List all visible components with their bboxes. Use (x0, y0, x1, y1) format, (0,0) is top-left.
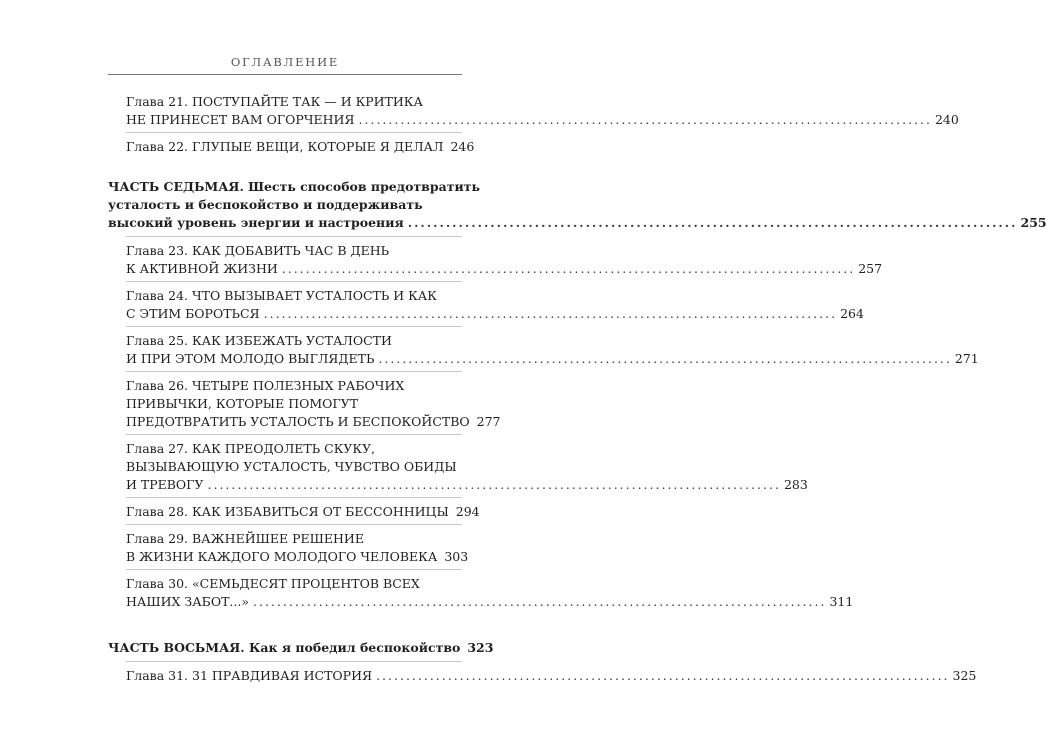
toc-entry-line: Глава 29. ВАЖНЕЙШЕЕ РЕШЕНИЕ (126, 531, 364, 546)
toc-entry-ch31[interactable] (108, 667, 977, 685)
toc-entry-line: Глава 26. ЧЕТЫРЕ ПОЛЕЗНЫХ РАБОЧИХ (126, 378, 405, 393)
toc-entry-line: И ТРЕВОГУ (126, 477, 204, 492)
table-of-contents (108, 93, 1047, 685)
part-title-line: усталость и беспокойство и поддерживать (108, 197, 423, 212)
part-title-line: высокий уровень энергии и настроения (108, 215, 404, 230)
page-number: 271 (954, 351, 979, 366)
part-title-line: ЧАСТЬ СЕДЬМАЯ. Шесть способов предотвратить (108, 179, 480, 194)
page-number: 311 (829, 594, 854, 609)
entry-divider (126, 371, 462, 372)
toc-entry-line: И ПРИ ЭТОМ МОЛОДО ВЫГЛЯДЕТЬ (126, 351, 375, 366)
toc-entry-line: Глава 21. ПОСТУПАЙТЕ ТАК — И КРИТИКА (126, 94, 423, 109)
toc-entry-ch25[interactable] (108, 332, 979, 368)
entry-divider (126, 524, 462, 525)
toc-entry-ch28[interactable] (108, 503, 480, 521)
entry-divider (126, 326, 462, 327)
entry-divider (126, 132, 462, 133)
header-divider (108, 74, 462, 75)
part-divider (126, 236, 462, 237)
entry-divider (126, 569, 462, 570)
page-number: 283 (783, 477, 808, 492)
toc-entry-line: НЕ ПРИНЕСЕТ ВАМ ОГОРЧЕНИЯ (126, 112, 355, 127)
toc-entry-line: НАШИХ ЗАБОТ...» (126, 594, 249, 609)
toc-entry-line: ВЫЗЫВАЮЩУЮ УСТАЛОСТЬ, ЧУВСТВО ОБИДЫ (126, 459, 457, 474)
toc-entry-line: К АКТИВНОЙ ЖИЗНИ (126, 261, 278, 276)
toc-entry-line: Глава 23. КАК ДОБАВИТЬ ЧАС В ДЕНЬ (126, 243, 390, 258)
page-number: 255 (1020, 215, 1047, 230)
dot-leader: ................................................................................................ (263, 306, 838, 321)
toc-part-7[interactable] (108, 178, 1047, 232)
toc-entry-line: Глава 27. КАК ПРЕОДОЛЕТЬ СКУКУ, (126, 441, 376, 456)
toc-entry-ch22[interactable] (108, 138, 475, 156)
page-number: 277 (476, 414, 501, 429)
toc-entry-line: В ЖИЗНИ КАЖДОГО МОЛОДОГО ЧЕЛОВЕКА (126, 549, 438, 564)
entry-divider (126, 497, 462, 498)
toc-entry-line: Глава 25. КАК ИЗБЕЖАТЬ УСТАЛОСТИ (126, 333, 392, 348)
toc-part-8[interactable] (108, 639, 494, 657)
page-number: 257 (858, 261, 883, 276)
toc-entry-ch24[interactable] (108, 287, 864, 323)
toc-entry-ch29[interactable] (108, 530, 469, 566)
toc-entry-line: С ЭТИМ БОРОТЬСЯ (126, 306, 260, 321)
dot-leader: ................................................................................................ (281, 261, 856, 276)
page-number: 323 (467, 640, 494, 655)
page-number: 325 (952, 668, 977, 683)
entry-divider (126, 281, 462, 282)
page-number: 264 (840, 306, 864, 321)
toc-entry-ch23[interactable] (108, 242, 883, 278)
page-number: 294 (455, 504, 480, 519)
page-number: 246 (450, 139, 475, 154)
page-number: 303 (444, 549, 469, 564)
toc-entry-line: Глава 30. «СЕМЬДЕСЯТ ПРОЦЕНТОВ ВСЕХ (126, 576, 420, 591)
running-title: ОГЛАВЛЕНИЕ (230, 55, 340, 69)
toc-entry-ch21[interactable] (108, 93, 959, 129)
page-number: 240 (934, 112, 959, 127)
dot-leader: ................................................................................................ (207, 477, 781, 492)
entry-divider (126, 434, 462, 435)
dot-leader: ................................................................................................ (253, 594, 827, 609)
toc-entry-line: Глава 22. ГЛУПЫЕ ВЕЩИ, КОТОРЫЕ Я ДЕЛАЛ (126, 139, 444, 154)
toc-entry-ch27[interactable] (108, 440, 808, 494)
toc-entry-ch30[interactable] (108, 575, 854, 611)
dot-leader: ................................................................................................ (358, 112, 932, 127)
toc-entry-line: ПРЕДОТВРАТИТЬ УСТАЛОСТЬ И БЕСПОКОЙСТВО (126, 414, 470, 429)
toc-entry-line: Глава 28. КАК ИЗБАВИТЬСЯ ОТ БЕССОННИЦЫ (126, 504, 449, 519)
toc-entry-ch26[interactable] (108, 377, 501, 431)
dot-leader: ................................................................................................ (376, 668, 950, 683)
part-title-line: ЧАСТЬ ВОСЬМАЯ. Как я победил беспокойство (108, 640, 461, 655)
toc-entry-line: Глава 31. 31 ПРАВДИВАЯ ИСТОРИЯ (126, 668, 373, 683)
toc-entry-line: Глава 24. ЧТО ВЫЗЫВАЕТ УСТАЛОСТЬ И КАК (126, 288, 437, 303)
dot-leader: ................................................................................................ (378, 351, 952, 366)
toc-entry-line: ПРИВЫЧКИ, КОТОРЫЕ ПОМОГУТ (126, 396, 359, 411)
part-divider (126, 661, 462, 662)
dot-leader: ................................................................................................ (407, 215, 1018, 230)
